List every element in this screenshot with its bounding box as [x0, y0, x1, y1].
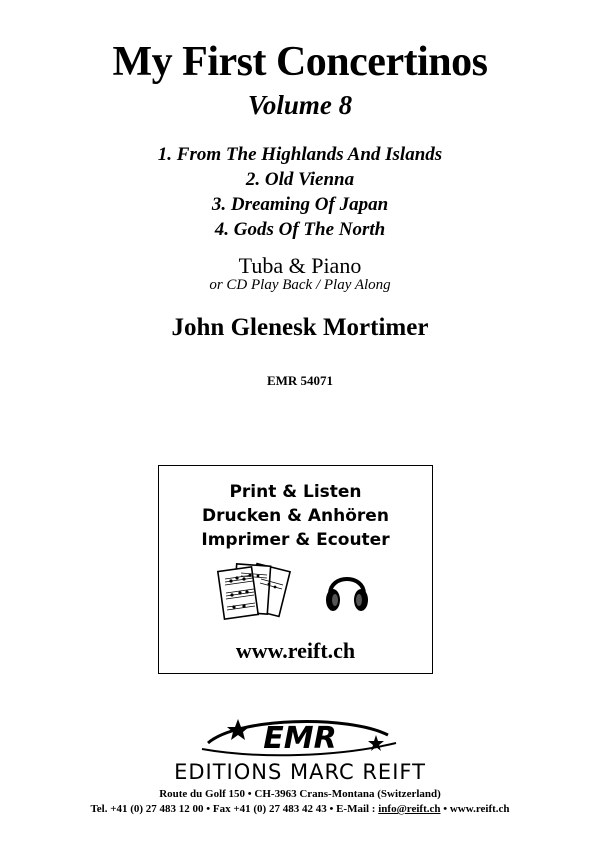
promo-line-english: Print & Listen [229, 482, 362, 502]
contact-website: • www.reift.ch [440, 803, 510, 815]
cover-subtitle: Volume 8 [247, 90, 353, 120]
promo-website-link[interactable]: www.reift.ch [235, 638, 356, 663]
emr-logo [198, 713, 402, 761]
publisher-name: EDITIONS MARC REIFT [174, 760, 426, 784]
sheet-music-icon [217, 561, 295, 625]
publisher-contact [0, 803, 600, 815]
email-link[interactable]: info@reift.ch [378, 803, 441, 815]
playback-note: or CD Play Back / Play Along [209, 277, 391, 293]
instrumentation: Tuba & Piano [238, 253, 362, 278]
contact-phone-fax: Tel. +41 (0) 27 483 12 00 • Fax +41 (0) 27 483 42 43 • E-Mail : [90, 803, 379, 815]
headphones-icon [324, 564, 370, 618]
piece-list [0, 142, 600, 242]
cover-title: My First Concertinos [112, 39, 488, 85]
piece-item: 1. From The Highlands And Islands [157, 144, 443, 165]
piece-item: 4. Gods Of The North [214, 219, 386, 240]
print-listen-box [158, 465, 433, 674]
promo-line-german: Drucken & Anhören [202, 506, 389, 526]
promo-line-french: Imprimer & Ecouter [201, 530, 390, 550]
composer-name: John Glenesk Mortimer [171, 314, 429, 341]
logo-text: EMR [263, 721, 337, 756]
piece-item: 2. Old Vienna [245, 169, 355, 190]
catalog-number: EMR 54071 [266, 373, 334, 388]
piece-item: 3. Dreaming Of Japan [211, 194, 389, 215]
publisher-address: Route du Golf 150 • CH-3963 Crans-Montana (Switzerland) [159, 788, 441, 800]
